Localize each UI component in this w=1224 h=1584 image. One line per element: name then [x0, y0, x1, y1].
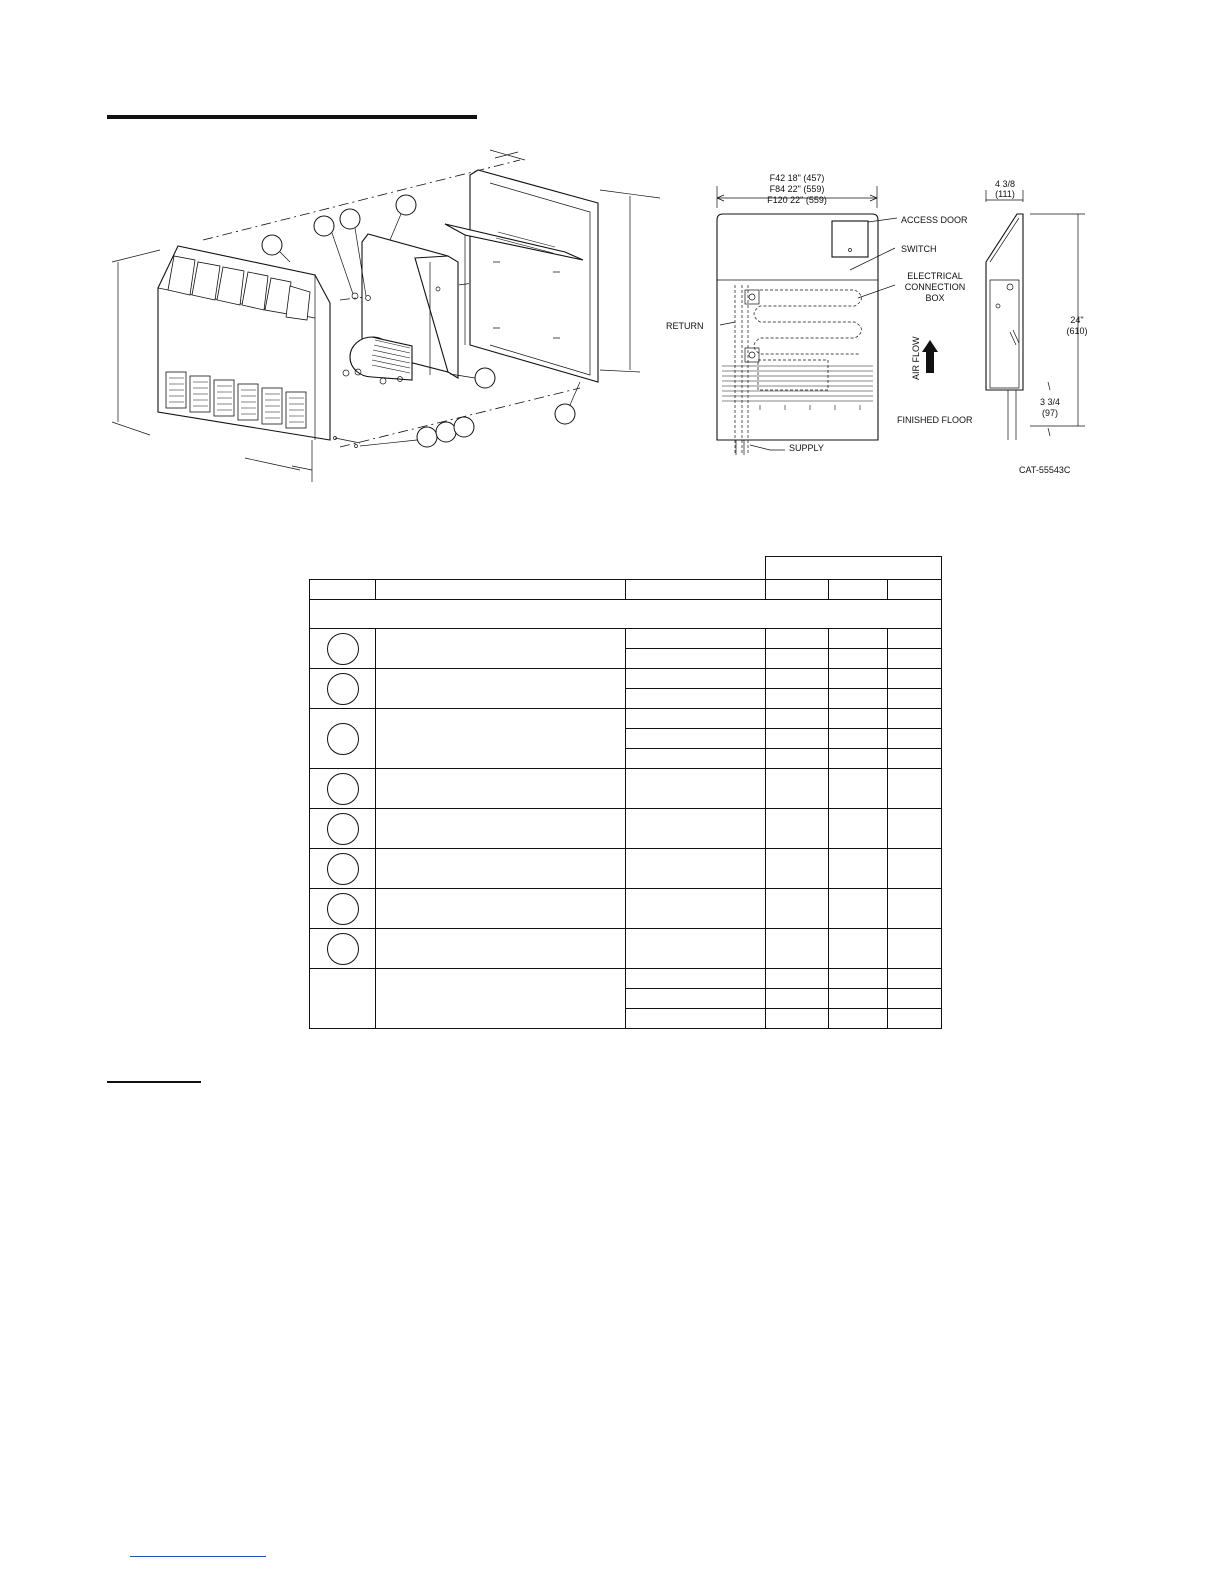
switch-label: SWITCH — [901, 244, 937, 254]
header-description — [376, 580, 626, 600]
item-callout-circle — [327, 633, 359, 665]
side-view — [986, 179, 1088, 440]
item-callout-circle — [327, 893, 359, 925]
electrical-label-1: ELECTRICAL — [907, 271, 963, 281]
table-row — [310, 769, 942, 809]
model-group-header — [766, 557, 942, 580]
table-row — [310, 889, 942, 929]
access-door-label: ACCESS DOOR — [901, 215, 968, 225]
parts-list-table — [309, 556, 942, 1029]
mounting-screws — [334, 437, 361, 448]
table-row — [310, 809, 942, 849]
item-callout-circle — [327, 773, 359, 805]
width-f120-label: F120 22" (559) — [767, 195, 827, 205]
header-model-2 — [829, 580, 888, 600]
item-callout-circle — [327, 853, 359, 885]
item-callout-circle — [327, 673, 359, 705]
item-callout-circle — [327, 813, 359, 845]
item-callout-circle — [327, 723, 359, 755]
notes-heading-rule — [107, 1081, 201, 1083]
supply-label: SUPPLY — [789, 443, 824, 453]
table-row — [310, 929, 942, 969]
table-row — [310, 709, 942, 729]
cabinet-cover — [158, 246, 330, 440]
clearance-mm-label: (97) — [1041, 408, 1059, 418]
clearance-label: 3 3/4 — [1039, 397, 1061, 407]
exploded-view-figure — [0, 0, 1224, 520]
finished-floor-label: FINISHED FLOOR — [897, 415, 973, 425]
depth-mm-label: (111) — [995, 189, 1015, 199]
table-row — [310, 629, 942, 649]
catalog-number: CAT-55543C — [1019, 465, 1071, 475]
heater-chassis — [343, 234, 458, 384]
air-flow-label: AIR FLOW — [911, 336, 921, 380]
height-mm-label: (610) — [1066, 326, 1088, 336]
table-section-row — [310, 600, 942, 629]
header-item — [310, 580, 376, 600]
depth-label: 4 3/8 — [994, 179, 1016, 189]
width-f84-label: F84 22" (559) — [769, 184, 825, 194]
header-model-1 — [766, 580, 829, 600]
header-part-number — [626, 580, 766, 600]
return-label: RETURN — [666, 321, 704, 331]
height-label: 24" — [1070, 315, 1084, 325]
electrical-label-3: BOX — [925, 293, 945, 303]
table-row — [310, 969, 942, 989]
width-f42-label: F42 18" (457) — [769, 173, 825, 183]
item-callout-circle — [327, 933, 359, 965]
table-header-row — [310, 580, 942, 600]
table-row — [310, 669, 942, 689]
wall-box — [445, 170, 598, 382]
front-view — [666, 173, 973, 455]
electrical-label-2: CONNECTION — [904, 282, 966, 292]
air-flow-arrow-icon — [922, 340, 938, 373]
header-model-3 — [888, 580, 942, 600]
table-header-group-row — [310, 557, 942, 580]
footer-link-underline[interactable] — [130, 1556, 266, 1557]
table-row — [310, 849, 942, 889]
